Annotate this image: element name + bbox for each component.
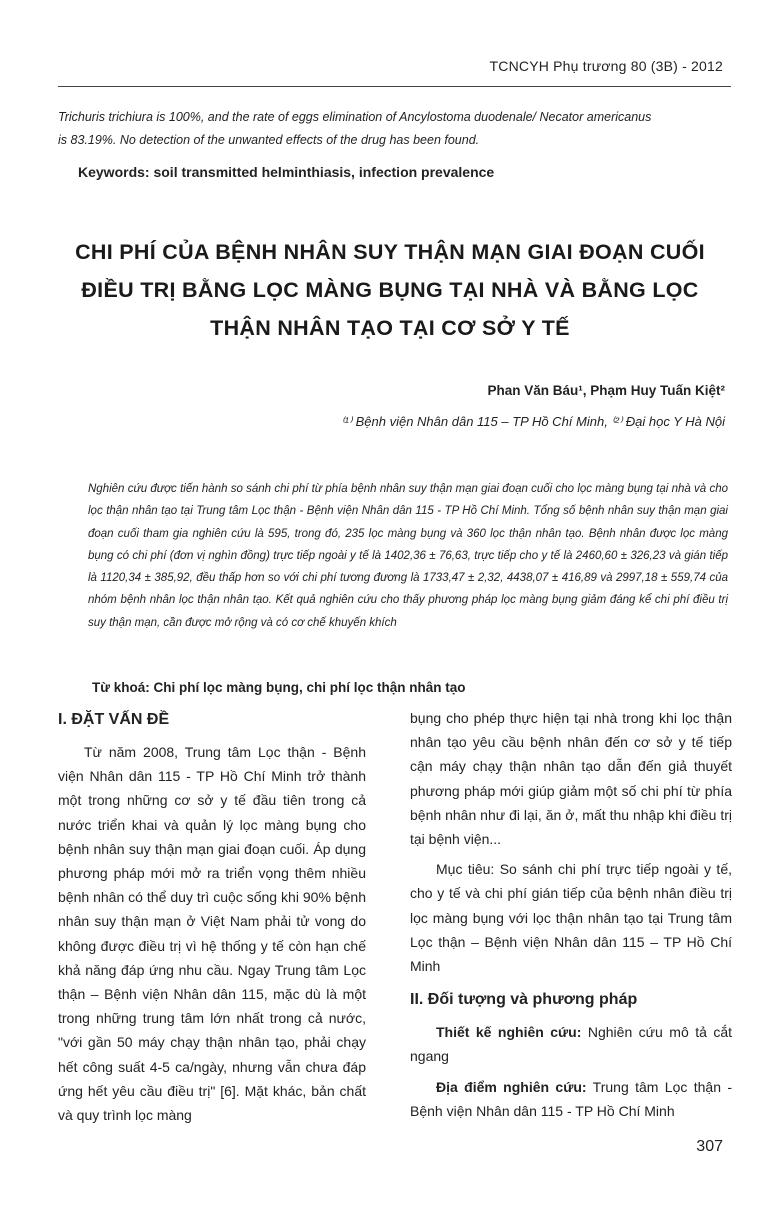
location-paragraph — [410, 1075, 732, 1123]
english-abstract-line: is 83.19%. No detection of the unwanted effects of the drug has been found. — [58, 133, 480, 147]
objective-paragraph: Mục tiêu: So sánh chi phí trực tiếp ngoài y tế, cho y tế và chi phí gián tiếp của bệnh nhân điều trị lọc màng bụng với lọc thận nhân tạo tại Trung tâm Lọc thận – Bệnh viện Nhân dân 115 – TP Hồ Chí Minh — [410, 861, 732, 975]
body-paragraph: Từ năm 2008, Trung tâm Lọc thận - Bệnh viện Nhân dân 115 - TP Hồ Chí Minh trở thành một trong những cơ sở y tế đầu tiên trong cả nước triển khai và quản lý lọc màng bụng cho bệnh nhân suy thận mạn giai đoạn cuối. Áp dụng phương pháp mới mở ra triển vọng thêm nhiều bệnh nhân có thể duy trì cuộc sống khi 90% bệnh nhân suy thận mạn ở Việt Nam phải tử vong do không được điều trị vì hệ thống y tế còn hạn chế khả năng đáp ứng nhu cầu. Ngay Trung tâm Lọc thận – Bệnh viện Nhân dân 115, mặc dù là một trong những trung tâm lớn nhất trong cả nước, "với gần 50 máy chạy thận nhân tạo, phải chạy hết công suất 4-5 ca/ngày, nhưng vẫn chưa đáp ứng hết yêu cầu điều trị" [6]. Mặt khác, bản chất và quy trình lọc màng — [58, 744, 366, 1124]
english-abstract-tail — [58, 106, 728, 152]
body-paragraph: bụng cho phép thực hiện tại nhà trong khi lọc thận nhân tạo yêu cầu bệnh nhân đến cơ sở y tế tiếp cận máy chạy thận nhân tạo dẫn đến giả thuyết phương pháp mới giúp giảm một số chi phí từ phía bệnh nhân như đi lại, ăn ở, mất thu nhập khi điều trị tại bệnh viện... — [410, 710, 732, 848]
title-line: ĐIỀU TRỊ BẰNG LỌC MÀNG BỤNG TẠI NHÀ VÀ BẰNG LỌC — [81, 278, 699, 302]
authors: Phan Văn Báu¹, Phạm Huy Tuấn Kiệt² — [487, 383, 725, 398]
location-label: Địa điểm nghiên cứu: — [436, 1078, 587, 1095]
header-rule — [58, 86, 731, 87]
page-number: 307 — [696, 1138, 723, 1155]
title-line: THẬN NHÂN TẠO TẠI CƠ SỞ Y TẾ — [210, 316, 570, 340]
right-column — [410, 706, 732, 1129]
english-abstract-line: Trichuris trichiura is 100%, and the rate of eggs elimination of Ancylostoma duodenale/ Necator americanus — [58, 110, 652, 124]
title-line: CHI PHÍ CỦA BỆNH NHÂN SUY THẬN MẠN GIAI ĐOẠN CUỐI — [75, 240, 705, 264]
design-text: Nghiên cứu mô tả cắt ngang — [410, 1024, 732, 1065]
affiliation: ⁽¹⁾ Bệnh viện Nhân dân 115 – TP Hồ Chí Minh, ⁽²⁾ Đại học Y Hà Nội — [341, 414, 725, 429]
article-title — [40, 233, 740, 347]
left-column — [58, 708, 366, 1133]
section-heading: II. Đối tượng và phương pháp — [410, 991, 638, 1009]
vietnamese-abstract: Nghiên cứu được tiến hành so sánh chi phí từ phía bệnh nhân suy thận mạn giai đoạn cuối cho lọc màng bụng tại nhà và cho lọc thận nhân tạo tại Trung tâm Lọc thận - Bệnh viện Nhân dân 115 - TP Hồ Chí Minh. Tổng số bệnh nhân suy thận mạn giai đoạn cuối tham gia nghiên cứu là 595, trong đó, 235 lọc màng bụng và 360 lọc thận nhân tạo. Bệnh nhân được lọc màng bụng có chi phí (đơn vị nghìn đồng) trực tiếp ngoài y tế là 1402,36 ± 76,63, trực tiếp cho y tế là 2460,60 ± 326,23 và gián tiếp là 1120,34 ± 385,92, đều thấp hơn so với chi phí tương đương là 1733,47 ± 2,32, 4438,07 ± 416,89 và 2997,18 ± 559,74 của nhóm bệnh nhân lọc thận nhân tạo. Kết quả nghiên cứu cho thấy phương pháp lọc màng bụng giảm đáng kể chi phí điều trị suy thận mạn, cần được mở rộng và có cơ chế khuyến khích — [88, 483, 728, 629]
location-text: Trung tâm Lọc thận - Bệnh viện Nhân dân 115 - TP Hồ Chí Minh — [410, 1078, 732, 1119]
running-header: TCNCYH Phụ trương 80 (3B) - 2012 — [489, 58, 723, 74]
vietnamese-keywords: Từ khoá: Chi phí lọc màng bụng, chi phí lọc thận nhân tạo — [92, 680, 466, 695]
english-keywords: Keywords: soil transmitted helminthiasis, infection prevalence — [78, 164, 495, 180]
design-label: Thiết kế nghiên cứu: — [436, 1024, 582, 1041]
design-paragraph — [410, 1020, 732, 1068]
section-heading: I. ĐẶT VẤN ĐỀ — [58, 711, 170, 728]
